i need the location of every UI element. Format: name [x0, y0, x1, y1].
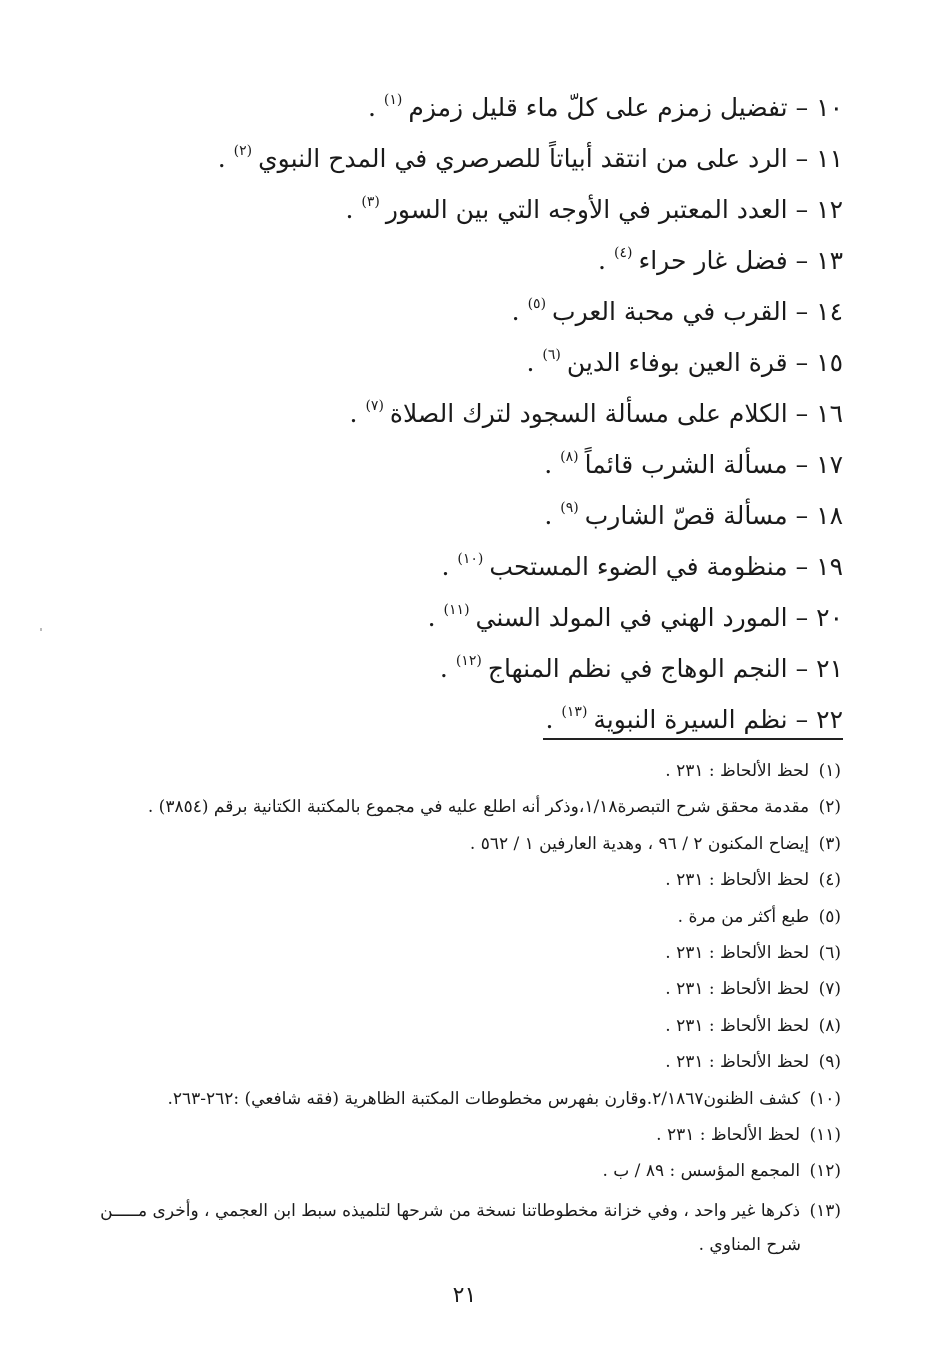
item-number: ١٦ [816, 399, 843, 428]
item-number: ٢١ [816, 654, 843, 683]
item-number: ١٥ [816, 348, 843, 377]
footnote-number: (١٠) [809, 1088, 841, 1109]
item-title: قرة العين بوفاء الدين [566, 348, 788, 377]
footnote-text: لحظ الألحاظ : ٢٣١ . [665, 1015, 810, 1036]
footnote-ref[interactable]: (٧) [365, 398, 384, 414]
item-number: ١٤ [816, 297, 843, 326]
footnote-ref[interactable]: (٩) [560, 500, 579, 516]
item-dash: – [795, 450, 809, 479]
item-period: . [511, 297, 520, 326]
works-list [123, 78, 843, 741]
footnote [71, 866, 841, 902]
item-period: . [544, 450, 553, 479]
footnote [71, 757, 841, 793]
footnote-ref[interactable]: (٢) [233, 143, 253, 159]
footnote-number: (٢) [818, 797, 841, 818]
footnote-number: (٦) [818, 942, 841, 963]
item-period: . [598, 246, 606, 275]
footnote-number: (٥) [818, 906, 841, 927]
item-period: . [439, 654, 448, 683]
footnote-number: (٧) [818, 979, 841, 1000]
item-number: ١٠ [816, 93, 843, 122]
list-item [123, 78, 843, 129]
item-number: ١٣ [816, 246, 843, 275]
footnote-text: لحظ الألحاظ : ٢٣١ . [665, 1052, 810, 1073]
item-title: الكلام على مسألة السجود لترك الصلاة [389, 399, 788, 428]
list-item [123, 435, 843, 486]
item-dash: – [795, 552, 809, 581]
item-number: ٢٠ [816, 603, 843, 632]
footnote [71, 1012, 841, 1048]
list-item [123, 486, 843, 537]
item-number: ١٩ [816, 552, 843, 581]
item-period: . [217, 144, 226, 173]
footnote-number: (١) [818, 761, 841, 781]
footnote-text: المجمع المؤسس : ٨٩ / ب . [602, 1161, 801, 1182]
item-title: منظومة في الضوء المستحب [489, 552, 788, 581]
item-dash: – [795, 603, 809, 632]
footnote [71, 975, 841, 1011]
list-item [123, 231, 843, 282]
item-title: مسألة الشرب قائماً [584, 450, 788, 479]
footnote-number: (١٢) [809, 1161, 841, 1182]
item-dash: – [795, 654, 809, 683]
footnote-text: كشف الظنون٢/١٨٦٧.وقارن بفهرس مخطوطات المكتبة الظاهرية (فقه شافعي) :٢٦٢-٢٦٣. [167, 1088, 801, 1109]
item-dash: – [795, 246, 809, 275]
item-period: . [345, 195, 354, 224]
footnote [71, 903, 841, 939]
footnote-continuation: شرح المناوي . [698, 1234, 801, 1255]
footnote-text: لحظ الألحاظ : ٢٣١ . [665, 870, 810, 891]
list-item [123, 333, 843, 384]
footnote-number: (٤) [818, 870, 841, 891]
list-item [123, 282, 843, 333]
footnotes-section [71, 757, 841, 1262]
footnote-text: لحظ الألحاظ : ٢٣١ . [665, 761, 810, 781]
list-item [123, 537, 843, 588]
footnote-text: لحظ الألحاظ : ٢٣١ . [656, 1124, 801, 1145]
page-number: ٢١ [452, 1283, 477, 1308]
list-item [123, 690, 843, 741]
footnote [71, 939, 841, 975]
footnote [71, 1121, 841, 1157]
footnote-ref[interactable]: (١١) [443, 602, 470, 618]
item-number: ١٧ [816, 450, 843, 479]
footnote-ref[interactable]: (٤) [614, 245, 633, 261]
footnote-text: لحظ الألحاظ : ٢٣١ . [665, 942, 810, 963]
footnote [71, 830, 841, 866]
item-dash: – [795, 399, 809, 428]
item-dash: – [795, 195, 809, 224]
footnote-ref[interactable]: (٥) [527, 296, 547, 312]
footnote-text: مقدمة محقق شرح التبصرة١/١٨،وذكر أنه اطلع عليه في مجموع بالمكتبة الكتانية برقم (٣٨٥٤) . [147, 797, 810, 818]
item-title: المورد الهني في المولد السني [475, 603, 788, 632]
list-item [123, 129, 843, 180]
footnote [71, 1194, 841, 1262]
footnote-separator [543, 738, 843, 740]
scan-speck [40, 628, 42, 631]
footnote-ref[interactable]: (١٠) [457, 551, 484, 567]
item-period: . [544, 501, 553, 530]
item-dash: – [795, 144, 809, 173]
footnote-text: لحظ الألحاظ : ٢٣١ . [665, 979, 810, 1000]
item-period: . [526, 348, 535, 377]
footnote-ref[interactable]: (٣) [361, 194, 380, 210]
footnote-text: ذكرها غير واحد ، وفي خزانة مخطوطاتنا نسخة من شرحها لتلميذه سبط ابن العجمي ، وأخرى مـــــن [100, 1200, 801, 1221]
item-title: تفضيل زمزم على كلّ ماء قليل زمزم [408, 93, 788, 122]
footnote [71, 1085, 841, 1121]
footnote [71, 1048, 841, 1084]
item-period: . [349, 399, 358, 428]
item-title: العدد المعتبر في الأوجه التي بين السور [385, 195, 788, 224]
item-title: مسألة قصّ الشارب [584, 501, 788, 530]
item-number: ١٨ [816, 501, 843, 530]
footnote-number: (٩) [818, 1052, 841, 1073]
item-dash: – [795, 348, 809, 377]
item-title: الرد على من انتقد أبياتاً للصرصري في المدح النبوي [258, 144, 788, 173]
footnote-ref[interactable]: (١٣) [561, 704, 588, 720]
item-title: فضل غار حراء [638, 246, 788, 275]
item-dash: – [795, 93, 809, 122]
footnote-ref[interactable]: (١) [383, 92, 403, 108]
footnote-text: طبع أكثر من مرة . [677, 906, 810, 927]
footnote-number: (١٣) [809, 1200, 841, 1221]
footnote-text: إيضاح المكنون ٢ / ٩٦ ، وهدية العارفين ١ / ٥٦٢ . [469, 833, 810, 854]
item-period: . [427, 603, 436, 632]
item-number: ٢٢ [816, 705, 843, 734]
footnote [71, 793, 841, 829]
item-number: ١١ [816, 144, 843, 173]
footnote-number: (١١) [809, 1124, 841, 1145]
list-item [123, 180, 843, 231]
footnote-ref[interactable]: (٨) [560, 449, 579, 465]
item-dash: – [795, 705, 809, 734]
item-title: النجم الوهاج في نظم المنهاج [487, 654, 788, 683]
item-period: . [545, 705, 554, 734]
item-title: نظم السيرة النبوية [593, 705, 788, 734]
list-item [123, 588, 843, 639]
item-title: القرب في محبة العرب [552, 297, 788, 326]
footnote-ref[interactable]: (٦) [542, 347, 561, 363]
item-dash: – [795, 501, 809, 530]
item-period: . [441, 552, 450, 581]
item-number: ١٢ [816, 195, 843, 224]
footnote-number: (٣) [818, 833, 841, 854]
list-item [123, 384, 843, 435]
item-dash: – [795, 297, 809, 326]
item-period: . [367, 93, 376, 122]
footnote [71, 1157, 841, 1193]
footnote-number: (٨) [818, 1015, 841, 1036]
footnote-ref[interactable]: (١٢) [455, 653, 482, 669]
list-item [123, 639, 843, 690]
